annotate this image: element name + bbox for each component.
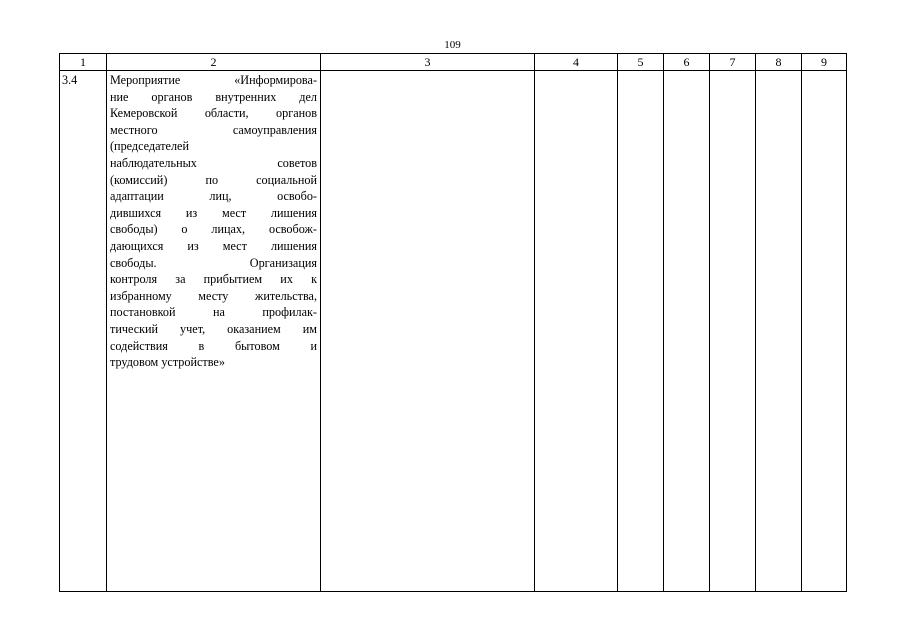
activities-table xyxy=(59,53,847,592)
description-line: адаптации лиц, освобо- xyxy=(110,189,317,204)
description-line: Мероприятие «Информирова- xyxy=(110,73,317,87)
description-line: постановкой на профилак- xyxy=(110,305,317,320)
column-header-1: 1 xyxy=(60,54,107,71)
cell-col-8 xyxy=(756,71,802,592)
table-row xyxy=(60,71,847,592)
column-header-2: 2 xyxy=(107,54,321,71)
description-line: (комиссий) по социальной xyxy=(110,172,317,187)
description-line: дившихся из мест лишения xyxy=(110,205,317,220)
table-header-row xyxy=(60,54,847,71)
column-header-9: 9 xyxy=(802,54,847,71)
cell-col-6 xyxy=(664,71,710,592)
description-line: (председателей xyxy=(110,139,189,154)
column-header-4: 4 xyxy=(535,54,618,71)
description-line: трудовом устройстве» xyxy=(110,355,225,370)
cell-col-3 xyxy=(321,71,535,592)
cell-col-4 xyxy=(535,71,618,592)
description-line: избранному месту жительства, xyxy=(110,288,317,303)
description-line: Кемеровской области, органов xyxy=(110,106,317,121)
description-line: дающихся из мест лишения xyxy=(110,238,317,253)
activity-description xyxy=(107,71,321,592)
description-line: свободы. Организация xyxy=(110,255,317,270)
column-header-5: 5 xyxy=(618,54,664,71)
description-line: содействия в бытовом и xyxy=(110,338,317,353)
column-header-7: 7 xyxy=(710,54,756,71)
row-number: 3.4 xyxy=(60,71,107,592)
description-line: свободы) о лицах, освобож- xyxy=(110,222,317,237)
column-header-6: 6 xyxy=(664,54,710,71)
cell-col-9 xyxy=(802,71,847,592)
column-header-3: 3 xyxy=(321,54,535,71)
description-line: наблюдательных советов xyxy=(110,155,317,170)
description-line: ние органов внутренних дел xyxy=(110,89,317,104)
description-line: контроля за прибытием их к xyxy=(110,272,317,287)
column-header-8: 8 xyxy=(756,54,802,71)
page-number: 109 xyxy=(444,39,461,51)
description-line: местного самоуправления xyxy=(110,122,317,137)
description-line: тический учет, оказанием им xyxy=(110,321,317,336)
cell-col-5 xyxy=(618,71,664,592)
cell-col-7 xyxy=(710,71,756,592)
